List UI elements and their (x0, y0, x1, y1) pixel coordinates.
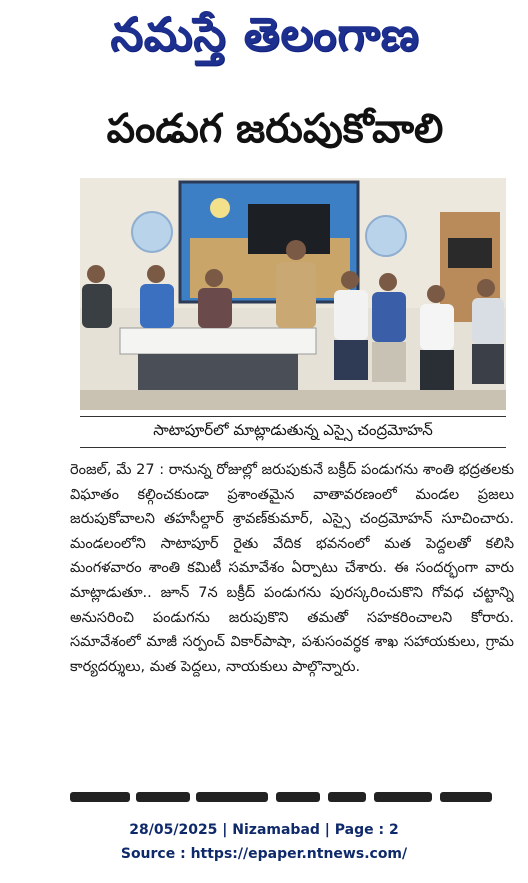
article-photo (80, 178, 506, 410)
article-body: రెంజల్, మే 27 : రానున్న రోజుల్లో జరుపుకునే బక్రీద్ పండుగను శాంతి భద్రతలకు విఘాతం కల్గించకుండా ప్రశాంతమైన వాతావరణంలో మండల ప్రజలు జరుపుకోవాలని తహసీల్దార్ శ్రావణ్‌కుమార్, ఎస్సై చంద్రమోహన్ సూచించారు. మండలంలోని సాటాపూర్ రైతు వేదిక భవనంలో మత పెద్దలతో కలిసి మంగళవారం శాంతి కమిటీ సమావేశం ఏర్పాటు చేశారు. ఈ సందర్భంగా వారు మాట్లాడుతూ.. జూన్ 7న బక్రీద్ పండుగను పురస్కరించుకొని గోవధ చట్టాన్ని అనుసరించి పండుగను జరుపుకొని తమతో సహకరించాలని కోరారు. సమావేశంలో మాజీ సర్పంచ్ వికార్‌పాషా, పశుసంవర్ధక శాఖ సహాయకులు, గ్రామ కార్యదర్శులు, మత పెద్దలు, నాయకులు పాల్గొన్నారు. (70, 462, 514, 675)
cut-off-text-row (70, 790, 514, 804)
footer-source-line: Source : https://epaper.ntnews.com/ (120, 846, 408, 862)
footer-date-line: 28/05/2025 | Nizamabad | Page : 2 (129, 822, 399, 838)
masthead-logo: నమస్తే తెలంగాణ (110, 7, 420, 61)
article-headline: పండుగ జరుపుకోవాలి (106, 106, 444, 152)
photo-caption: సాటాపూర్‌లో మాట్లాడుతున్న ఎస్సై చంద్రమోహన్ (80, 416, 506, 448)
